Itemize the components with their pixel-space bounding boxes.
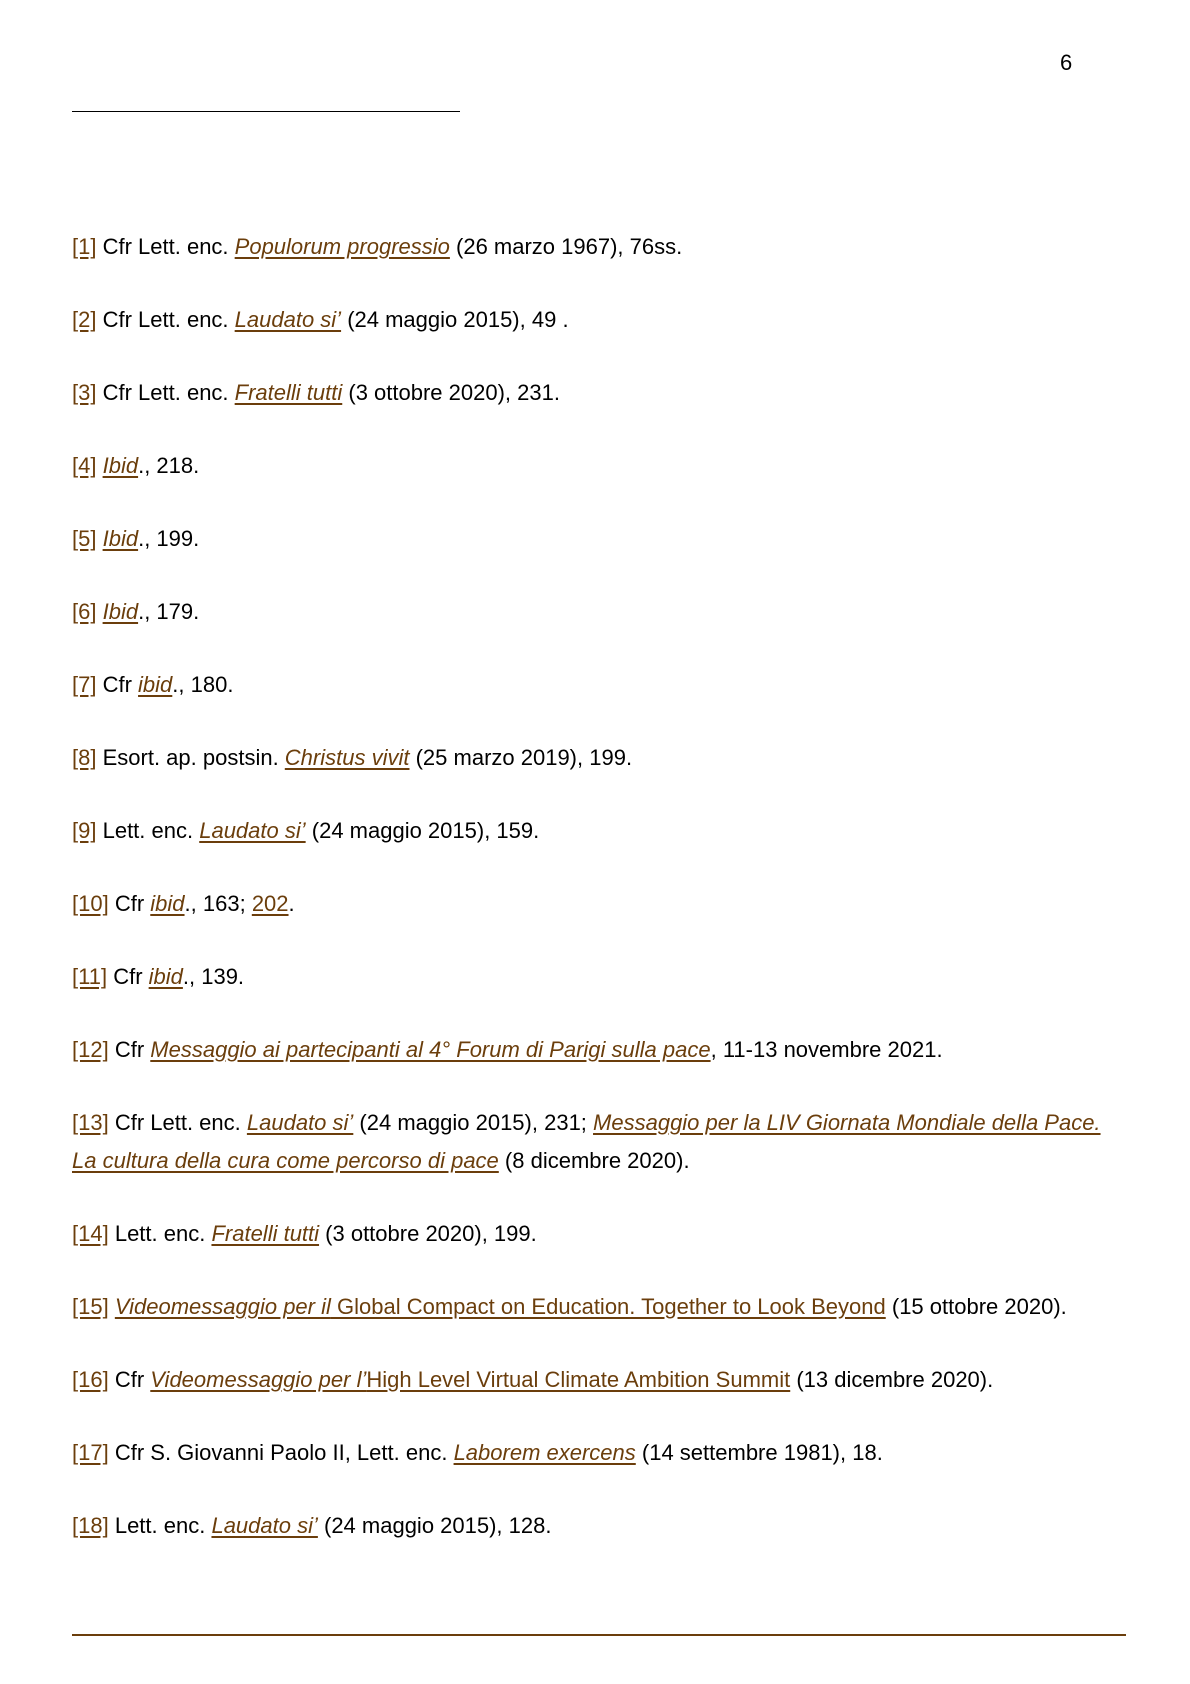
citation-link[interactable]: Laudato si’: [211, 1513, 318, 1538]
citation-text: ., 163;: [184, 891, 252, 916]
citation-link[interactable]: Christus vivit: [284, 745, 410, 770]
footnote-ref-link[interactable]: [13]: [72, 1110, 109, 1135]
footnote-ref-link[interactable]: [4]: [72, 453, 97, 478]
page-number: 6: [1060, 50, 1073, 75]
citation-text: Cfr: [114, 891, 151, 916]
citation-text: (24 maggio 2015), 128.: [317, 1513, 552, 1538]
citation-text: Lett. enc.: [114, 1513, 212, 1538]
citation-text: Cfr: [114, 1037, 151, 1062]
citation-link[interactable]: ibid: [138, 672, 173, 697]
citation-link[interactable]: Fratelli tutti: [211, 1221, 320, 1246]
footnote-ref-link[interactable]: [11]: [72, 964, 108, 989]
footnote-ref-link[interactable]: [8]: [72, 745, 97, 770]
citation-text: ., 179.: [138, 599, 200, 624]
footnote-ref-link[interactable]: [7]: [72, 672, 97, 697]
citation-link[interactable]: Laudato si’: [246, 1110, 354, 1135]
citation-text: (24 maggio 2015), 49 .: [341, 307, 569, 332]
footnote-item: [72, 447, 1122, 485]
footnote-ref-link[interactable]: [3]: [72, 380, 97, 405]
citation-link[interactable]: Videomessaggio per l’: [150, 1367, 367, 1392]
footnote-ref-link[interactable]: [1]: [72, 234, 97, 259]
footnote-item: [72, 374, 1122, 412]
citation-link[interactable]: Messaggio per la LIV Giornata Mondiale della Pace. La cultura della cura come percorso di pace: [72, 1110, 1101, 1173]
footnote-item: [72, 958, 1122, 996]
footnote-item: [72, 1215, 1122, 1253]
citation-text: Cfr S. Giovanni Paolo II, Lett. enc.: [114, 1440, 454, 1465]
footnote-item: [72, 1361, 1122, 1399]
footnote-item: [72, 739, 1122, 777]
citation-link[interactable]: Populorum progressio: [234, 234, 450, 259]
citation-text: , 11-13 novembre 2021.: [710, 1037, 943, 1062]
footnote-item: [72, 885, 1122, 923]
citation-text: (3 ottobre 2020), 199.: [319, 1221, 537, 1246]
citation-link[interactable]: ibid: [148, 964, 183, 989]
citation-text: ., 199.: [138, 526, 200, 551]
footnote-ref-link[interactable]: [12]: [72, 1037, 109, 1062]
footer-rule: [72, 1634, 1126, 1636]
citation-text: (24 maggio 2015), 231;: [353, 1110, 594, 1135]
footnote-ref-link[interactable]: [9]: [72, 818, 97, 843]
footnote-ref-link[interactable]: [14]: [72, 1221, 109, 1246]
footnote-item: [72, 1288, 1122, 1326]
footnote-item: [72, 1434, 1122, 1472]
footnote-item: [72, 1104, 1122, 1180]
citation-text: ., 139.: [182, 964, 245, 989]
footnote-ref-link[interactable]: [6]: [72, 599, 97, 624]
footnote-item: [72, 812, 1122, 850]
footnotes-list: [72, 228, 1122, 1580]
citation-text: Cfr Lett. enc.: [114, 1110, 247, 1135]
footnote-ref-link[interactable]: [16]: [72, 1367, 109, 1392]
citation-text: (8 dicembre 2020).: [498, 1148, 690, 1173]
citation-link[interactable]: Ibid: [102, 599, 139, 624]
citation-link[interactable]: Fratelli tutti: [234, 380, 343, 405]
citation-link[interactable]: Laudato si’: [234, 307, 342, 332]
citation-text: .: [288, 891, 295, 916]
citation-text: ., 218.: [138, 453, 200, 478]
citation-text: Lett. enc.: [102, 818, 200, 843]
citation-link[interactable]: Ibid: [102, 453, 139, 478]
citation-text: (24 maggio 2015), 159.: [305, 818, 540, 843]
citation-link[interactable]: 202: [251, 891, 289, 916]
citation-text: (14 settembre 1981), 18.: [635, 1440, 883, 1465]
citation-link[interactable]: Videomessaggio per il: [114, 1294, 331, 1319]
footnote-item: [72, 593, 1122, 631]
citation-text: (15 ottobre 2020).: [885, 1294, 1067, 1319]
citation-text: Cfr Lett. enc.: [102, 234, 235, 259]
footnote-item: [72, 520, 1122, 558]
footnote-ref-link[interactable]: [15]: [72, 1294, 109, 1319]
citation-text: (13 dicembre 2020).: [790, 1367, 994, 1392]
citation-text: ., 180.: [172, 672, 234, 697]
citation-text: (26 marzo 1967), 76ss.: [449, 234, 683, 259]
citation-text: (25 marzo 2019), 199.: [409, 745, 633, 770]
citation-text: Cfr: [102, 672, 139, 697]
citation-text: Cfr: [113, 964, 149, 989]
citation-link[interactable]: Global Compact on Education. Together to Look Beyond: [330, 1294, 886, 1319]
footnote-ref-link[interactable]: [2]: [72, 307, 97, 332]
citation-link[interactable]: High Level Virtual Climate Ambition Summit: [366, 1367, 791, 1392]
citation-link[interactable]: Ibid: [102, 526, 139, 551]
citation-text: Cfr: [114, 1367, 151, 1392]
footnote-item: [72, 301, 1122, 339]
footnote-item: [72, 228, 1122, 266]
citation-link[interactable]: Laborem exercens: [453, 1440, 636, 1465]
footnote-item: [72, 1031, 1122, 1069]
footnote-ref-link[interactable]: [17]: [72, 1440, 109, 1465]
citation-text: Cfr Lett. enc.: [102, 380, 235, 405]
footnote-ref-link[interactable]: [5]: [72, 526, 97, 551]
citation-text: (3 ottobre 2020), 231.: [342, 380, 560, 405]
footnote-separator: [72, 111, 460, 112]
citation-link[interactable]: Messaggio ai partecipanti al 4° Forum di Parigi sulla pace: [150, 1037, 711, 1062]
citation-link[interactable]: ibid: [150, 891, 185, 916]
footnote-item: [72, 666, 1122, 704]
citation-text: Lett. enc.: [114, 1221, 212, 1246]
citation-text: Esort. ap. postsin.: [102, 745, 285, 770]
citation-link[interactable]: Laudato si’: [199, 818, 306, 843]
citation-text: Cfr Lett. enc.: [102, 307, 235, 332]
footnote-ref-link[interactable]: [10]: [72, 891, 109, 916]
footnote-ref-link[interactable]: [18]: [72, 1513, 109, 1538]
footnote-item: [72, 1507, 1122, 1545]
